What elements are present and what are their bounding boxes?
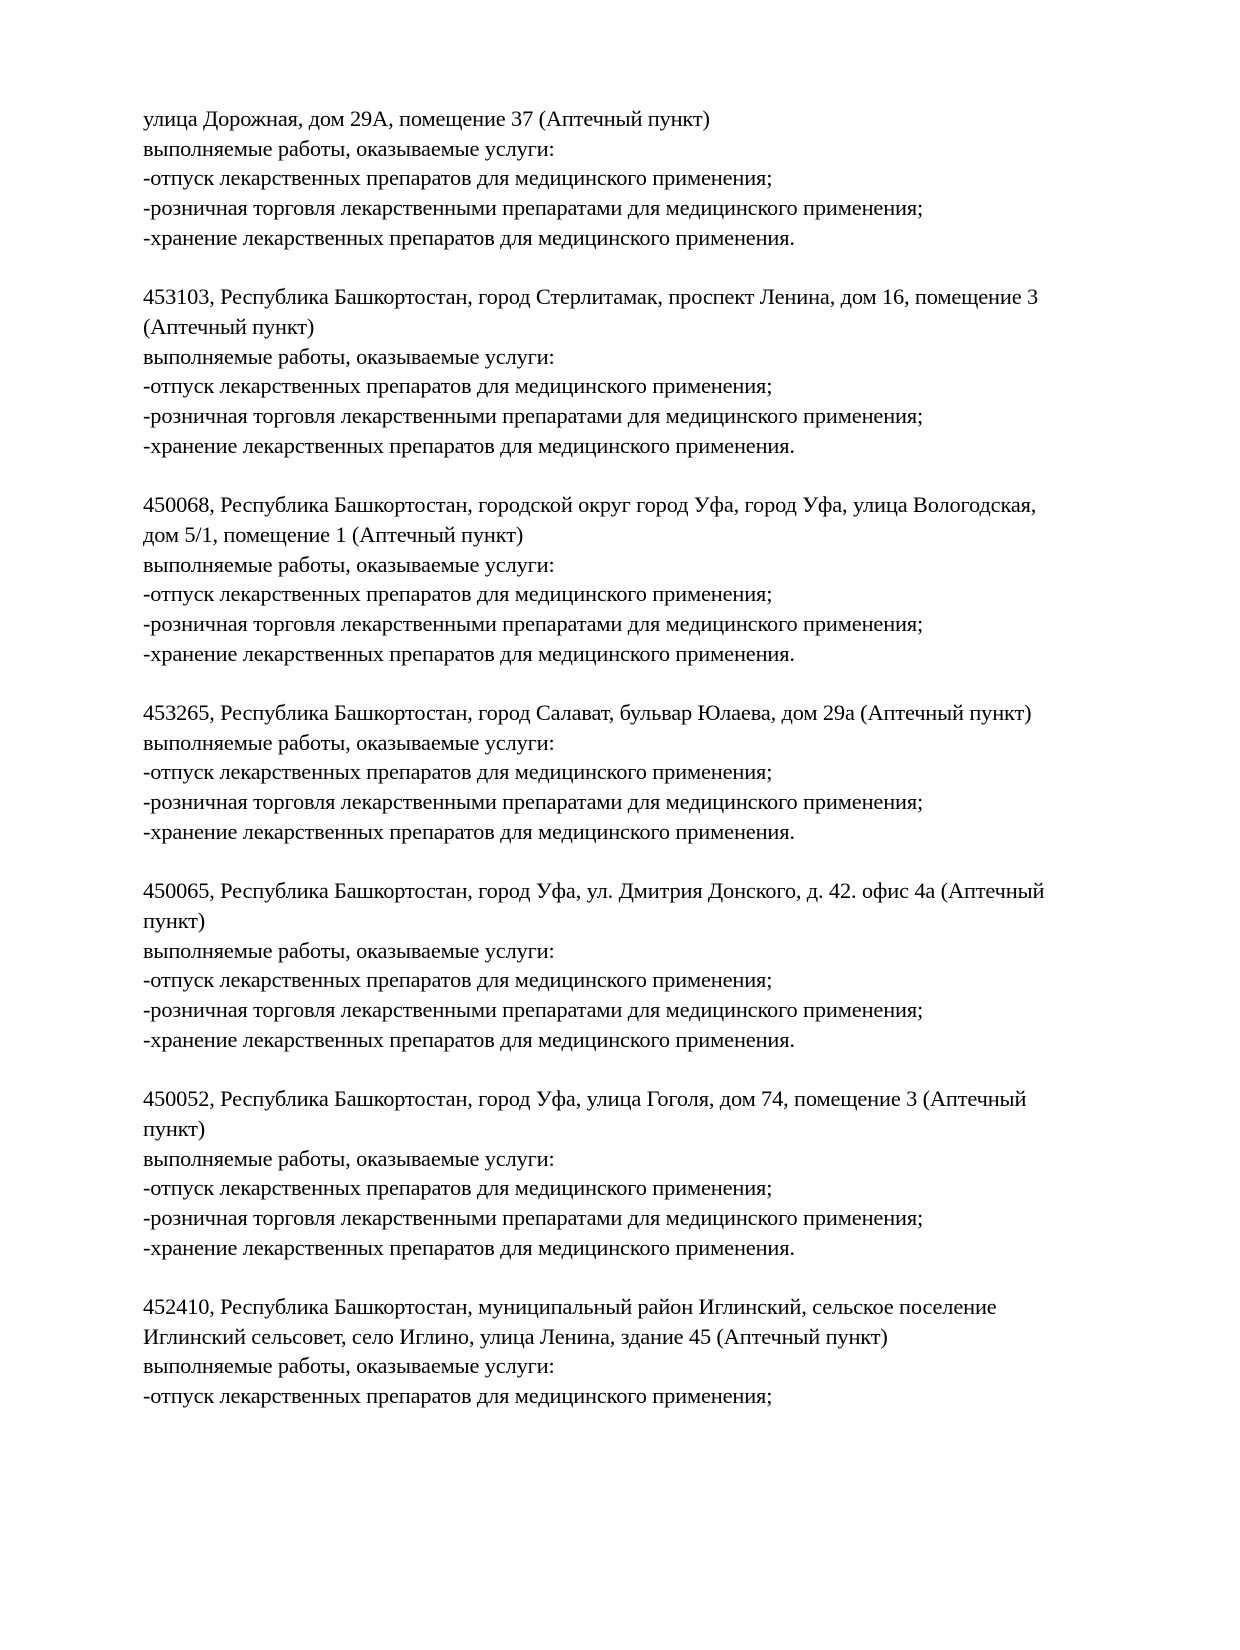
service-item: -хранение лекарственных препаратов для медицинского применения. [143, 818, 795, 844]
services-header: выполняемые работы, оказываемые услуги: [143, 551, 555, 577]
service-item: -розничная торговля лекарственными препаратами для медицинского применения; [143, 997, 924, 1023]
document-page [143, 104, 1163, 1441]
pharmacy-point-block [143, 282, 1163, 460]
address-line: 450065, Республика Башкортостан, город Уфа, ул. Дмитрия Донского, д. 42. офис 4а (Аптечный [143, 878, 1045, 904]
service-item: -розничная торговля лекарственными препаратами для медицинского применения; [143, 1204, 924, 1230]
service-item: -хранение лекарственных препаратов для медицинского применения. [143, 1026, 795, 1052]
service-item: -хранение лекарственных препаратов для медицинского применения. [143, 432, 795, 458]
services-header: выполняемые работы, оказываемые услуги: [143, 1145, 555, 1171]
address-line: 450068, Республика Башкортостан, городской округ город Уфа, город Уфа, улица Вологодская, [143, 492, 1037, 518]
service-item: -хранение лекарственных препаратов для медицинского применения. [143, 224, 795, 250]
service-item: -отпуск лекарственных препаратов для медицинского применения; [143, 759, 773, 785]
address-line: 453103, Республика Башкортостан, город Стерлитамак, проспект Ленина, дом 16, помещение 3 [143, 284, 1038, 310]
service-item: -отпуск лекарственных препаратов для медицинского применения; [143, 1175, 773, 1201]
address-line: 450052, Республика Башкортостан, город Уфа, улица Гоголя, дом 74, помещение 3 (Аптечный [143, 1086, 1027, 1112]
pharmacy-point-block [143, 876, 1163, 1054]
service-item: -розничная торговля лекарственными препаратами для медицинского применения; [143, 610, 924, 636]
service-item: -розничная торговля лекарственными препаратами для медицинского применения; [143, 789, 924, 815]
address-line: пункт) [143, 1115, 206, 1141]
pharmacy-point-block [143, 1084, 1163, 1262]
service-item: -розничная торговля лекарственными препаратами для медицинского применения; [143, 195, 924, 221]
service-item: -розничная торговля лекарственными препаратами для медицинского применения; [143, 403, 924, 429]
services-header: выполняемые работы, оказываемые услуги: [143, 937, 555, 963]
service-item: -отпуск лекарственных препаратов для медицинского применения; [143, 165, 773, 191]
services-header: выполняемые работы, оказываемые услуги: [143, 1353, 555, 1379]
services-header: выполняемые работы, оказываемые услуги: [143, 729, 555, 755]
address-line: улица Дорожная, дом 29А, помещение 37 (Аптечный пункт) [143, 106, 710, 131]
address-line: (Аптечный пункт) [143, 313, 315, 339]
service-item: -отпуск лекарственных препаратов для медицинского применения; [143, 373, 773, 399]
services-header: выполняемые работы, оказываемые услуги: [143, 343, 555, 369]
service-item: -хранение лекарственных препаратов для медицинского применения. [143, 1234, 795, 1260]
pharmacy-point-block [143, 698, 1163, 847]
pharmacy-point-block [143, 490, 1163, 668]
address-line: Иглинский сельсовет, село Иглино, улица Ленина, здание 45 (Аптечный пункт) [143, 1323, 888, 1349]
pharmacy-point-block [143, 1292, 1163, 1411]
service-item: -хранение лекарственных препаратов для медицинского применения. [143, 640, 795, 666]
address-line: пункт) [143, 907, 206, 933]
service-item: -отпуск лекарственных препаратов для медицинского применения; [143, 1383, 773, 1409]
service-item: -отпуск лекарственных препаратов для медицинского применения; [143, 967, 773, 993]
address-line: 453265, Республика Башкортостан, город Салават, бульвар Юлаева, дом 29а (Аптечный пункт) [143, 700, 1032, 726]
services-header: выполняемые работы, оказываемые услуги: [143, 135, 555, 161]
address-line: 452410, Республика Башкортостан, муниципальный район Иглинский, сельское поселение [143, 1294, 997, 1320]
service-item: -отпуск лекарственных препаратов для медицинского применения; [143, 581, 773, 607]
address-line: дом 5/1, помещение 1 (Аптечный пункт) [143, 521, 524, 547]
pharmacy-point-block [143, 104, 1163, 253]
